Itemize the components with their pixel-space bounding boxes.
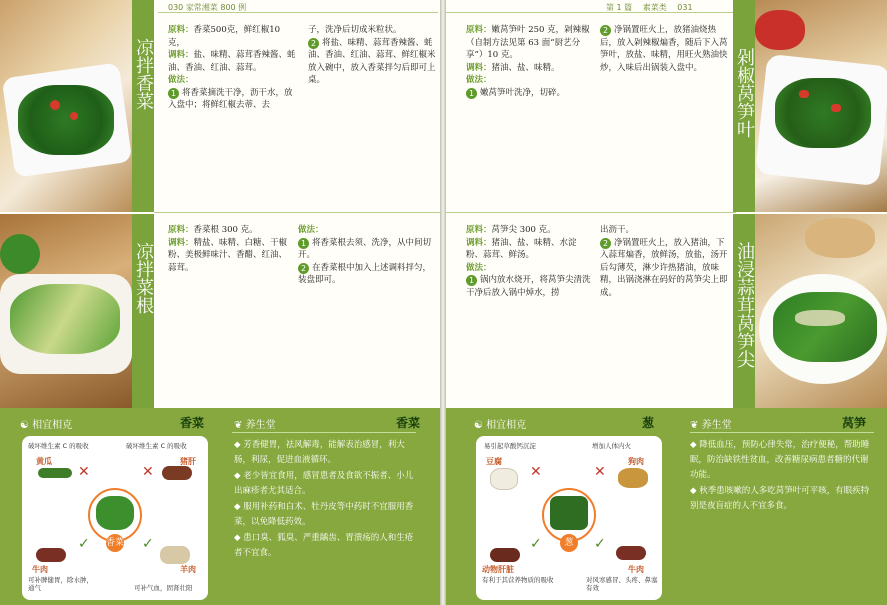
step-number: 2 [600,25,611,36]
bad-food-1: 豆腐 [486,457,502,466]
recipe-title-strip-2 [132,214,154,408]
step-text: 子，洗净后切成米粒状。 [308,25,402,35]
bad-pair-note-2: 增加人体内火 [592,442,631,450]
step-text: 嫩莴笋叶洗净，切碎。 [480,87,566,98]
recipe-title: 油浸蒜茸莴笋尖 [734,242,755,368]
good-pair-note-2: 可补气血，固肾壮阳 [134,584,193,592]
yin-yang-icon: ☯ [474,420,483,431]
step-number: 1 [298,238,309,249]
incompatible-icon: ✕ [78,464,90,480]
compatible-icon: ✓ [78,536,90,552]
recipe-col-2 [298,224,434,287]
method-label: 做法： [168,75,194,85]
tip-item: ◆ 芳香健胃，祛风解毒，能解表治感冒，利大肠，利尿，促进血液循环。 [234,440,405,465]
dog-image [618,468,648,488]
tips-section-title [690,416,732,431]
dish-photo-coriander-root [0,214,132,408]
step-number: 2 [600,238,611,249]
running-header-part: 第 1 篇 [606,3,633,12]
header-rule [446,12,736,13]
seasoning-text: 精盐、味精、白糖、干椒粉、美极鲜味汁、香醋、红油、蒜茸。 [168,237,288,273]
seasoning-label: 调料： [466,237,492,248]
pork-liver-image [162,466,192,480]
tip-item: ◆ 服用补药和白术、牡丹皮等中药时不宜服用香菜，以免降低药效。 [234,502,414,527]
recipe-title-strip-1 [733,0,755,212]
compatible-icon: ✓ [530,536,542,552]
seasoning-label: 调料： [466,62,492,73]
match-section-title [474,416,526,431]
tips-rule [690,432,874,433]
step-text: 净锅置旺火上，放入猪油，下入蒜茸煸香，放鲜汤，放盐，汤开后勾薄芡，淋少许热猪油，放味精，出锅浇淋在码好的莴笋尖上即成。 [600,237,728,298]
tip-item: ◆ 患口臭、狐臭、严重龋齿、胃溃疡的人和生疮者不宜食。 [234,533,414,558]
good-pair-note-1: 有利于其营养物质的吸收 [482,576,554,584]
leaf-icon: ❦ [234,420,243,431]
seasoning-text: 猪油、盐、味精。 [491,62,560,73]
step-text: 将盐、味精、蒜茸香辣酱、蚝油、香油、红油、蒜茸、鲜红椒米放入碗中，放入香菜拌匀后即可上桌。 [308,37,436,85]
running-header-text: 030 家常湘菜 800 例 [168,3,247,12]
good-pair-note-2: 对风寒感冒、头疼、鼻塞有效 [586,576,658,592]
recipe-col-2 [600,24,732,74]
match-food-name: 葱 [642,416,655,430]
right-bottom-band [446,408,887,605]
bad-food-2: 狗肉 [628,457,644,466]
step-text: 将香菜根去须、洗净，从中间切开。 [298,237,432,260]
food-compat-diagram [476,436,662,600]
recipe-1-body [466,24,736,204]
recipe-title: 凉拌菜根 [133,242,154,314]
recipe-col-1 [168,24,296,112]
ingredients-label: 原料： [466,225,492,235]
tip-item: ◆ 秋季患咳嗽的人多吃莴笋叶可平咳，有眼疾特别是夜盲症的人不宜多食。 [690,486,870,511]
tips-food-name: 香菜 [396,416,421,430]
leaf-icon: ❦ [690,420,699,431]
ingredients-text: 莴笋尖 300 克。 [491,225,556,235]
tips-title-text: 养生堂 [245,420,276,431]
ingredients-text: 嫩莴笋叶 250 克，剁辣椒（自制方法见第 63 面“厨艺分享”）10 克。 [466,25,590,60]
recipe-col-1 [466,224,592,299]
recipe-col-2 [308,24,436,87]
ingredients-label: 原料： [168,225,194,235]
step-text: 将香菜摘洗干净，沥干水，放入盘中；将鲜红椒去蒂、去 [168,87,293,110]
right-page [446,0,887,605]
tips-rule [232,432,416,433]
good-pair-note-1: 可补脾健胃，除水肿，通气 [28,576,93,592]
step-text: 锅内放水烧开，将莴笋尖清洗干净后放入锅中焯水，捞 [466,275,591,298]
cucumber-image [38,468,72,478]
method-label: 做法： [298,225,324,235]
center-food-label: 葱 [560,534,578,552]
match-title-text: 相宜相克 [32,420,73,431]
recipe-2-body [168,224,436,394]
lamb-image [160,546,190,564]
good-food-1: 动物肝脏 [482,565,514,574]
step-text: 出沥干。 [600,225,635,235]
recipe-title: 剁椒莴笋叶 [734,48,755,138]
dish-photo-lettuce-leaf [755,0,887,212]
tips-food-name: 莴笋 [842,416,867,430]
coriander-image [96,496,134,530]
bad-pair-note-1: 易引起草酸钙沉淀 [484,442,536,450]
recipe-title-strip-1 [132,0,154,212]
recipe-title: 凉拌香菜 [133,38,154,110]
tip-item: ◆ 降低血压，预防心律失常，治疗便秘，帮助睡眠，防治缺铁性贫血，改善糖尿病患者糖的代谢功能。 [690,440,870,480]
tips-section-title [234,416,276,431]
tips-list [690,438,874,515]
step-number: 1 [466,88,477,99]
incompatible-icon: ✕ [530,464,542,480]
yin-yang-icon: ☯ [20,420,29,431]
good-food-1: 牛肉 [32,565,48,574]
ingredients-text: 香菜500克，鲜红椒10克， [168,25,281,48]
bad-pair-note-2: 破坏维生素 C 的吸收 [126,442,187,450]
seasoning-text: 猪油、盐、味精、水淀粉、蒜茸、鲜汤。 [466,237,577,260]
tips-title-text: 养生堂 [701,420,732,431]
recipe-1-body [168,24,436,204]
dish-photo-coriander [0,0,132,212]
running-header-name: 素菜类 [642,3,667,12]
compatible-icon: ✓ [142,536,154,552]
dish-photo-lettuce-tip [755,214,887,408]
recipe-col-2 [600,224,732,299]
incompatible-icon: ✕ [594,464,606,480]
tips-list [234,438,418,562]
page-number: 031 [677,3,693,12]
tofu-image [490,468,518,490]
center-food-label: 香菜 [106,534,124,552]
header-rule [158,12,438,13]
match-section-title [20,416,72,431]
bad-food-2: 猪肝 [180,457,196,466]
ingredients-label: 原料： [466,25,492,35]
seasoning-label: 调料： [168,50,194,60]
recipe-col-1 [168,224,290,274]
food-compat-diagram [22,436,208,600]
seasoning-label: 调料： [168,237,194,248]
incompatible-icon: ✕ [142,464,154,480]
step-number: 2 [298,263,309,274]
liver-image [490,548,520,562]
recipe-col-1 [466,24,592,99]
beef-image [616,546,646,560]
seasoning-text: 盐、味精、蒜茸香辣酱、蚝油、香油、红油、蒜茸。 [168,50,296,73]
bad-pair-note-1: 破坏维生素 C 的吸收 [28,442,89,450]
beef-image [36,548,66,562]
step-number: 1 [168,88,179,99]
step-number: 1 [466,275,477,286]
scallion-image [550,496,588,530]
recipe-title-strip-2 [733,214,755,408]
left-page [0,0,440,605]
step-number: 2 [308,38,319,49]
recipe-2-body [466,224,736,394]
section-divider [154,212,440,213]
tip-item: ◆ 老少皆宜食用，感冒患者及食欲不振者、小儿出麻疹者尤其适合。 [234,471,414,496]
method-label: 做法： [466,75,492,85]
ingredients-text: 香菜根 300 克。 [193,225,258,235]
good-food-2: 羊肉 [180,565,196,574]
match-title-text: 相宜相克 [486,420,527,431]
compatible-icon: ✓ [594,536,606,552]
match-food-name: 香菜 [180,416,205,430]
step-text: 净锅置旺火上，放猪油烧热后，放入剁辣椒煸香，随后下入莴笋叶，放盐、味精，用旺火熟油快炒，入味后出锅装入盘中。 [600,25,728,73]
good-food-2: 牛肉 [628,565,644,574]
left-bottom-band [0,408,440,605]
section-divider [446,212,736,213]
bad-food-1: 黄瓜 [36,457,52,466]
ingredients-label: 原料： [168,25,194,35]
step-text: 在香菜根中加入上述调料拌匀，装盘即可。 [298,262,432,285]
method-label: 做法： [466,262,492,273]
